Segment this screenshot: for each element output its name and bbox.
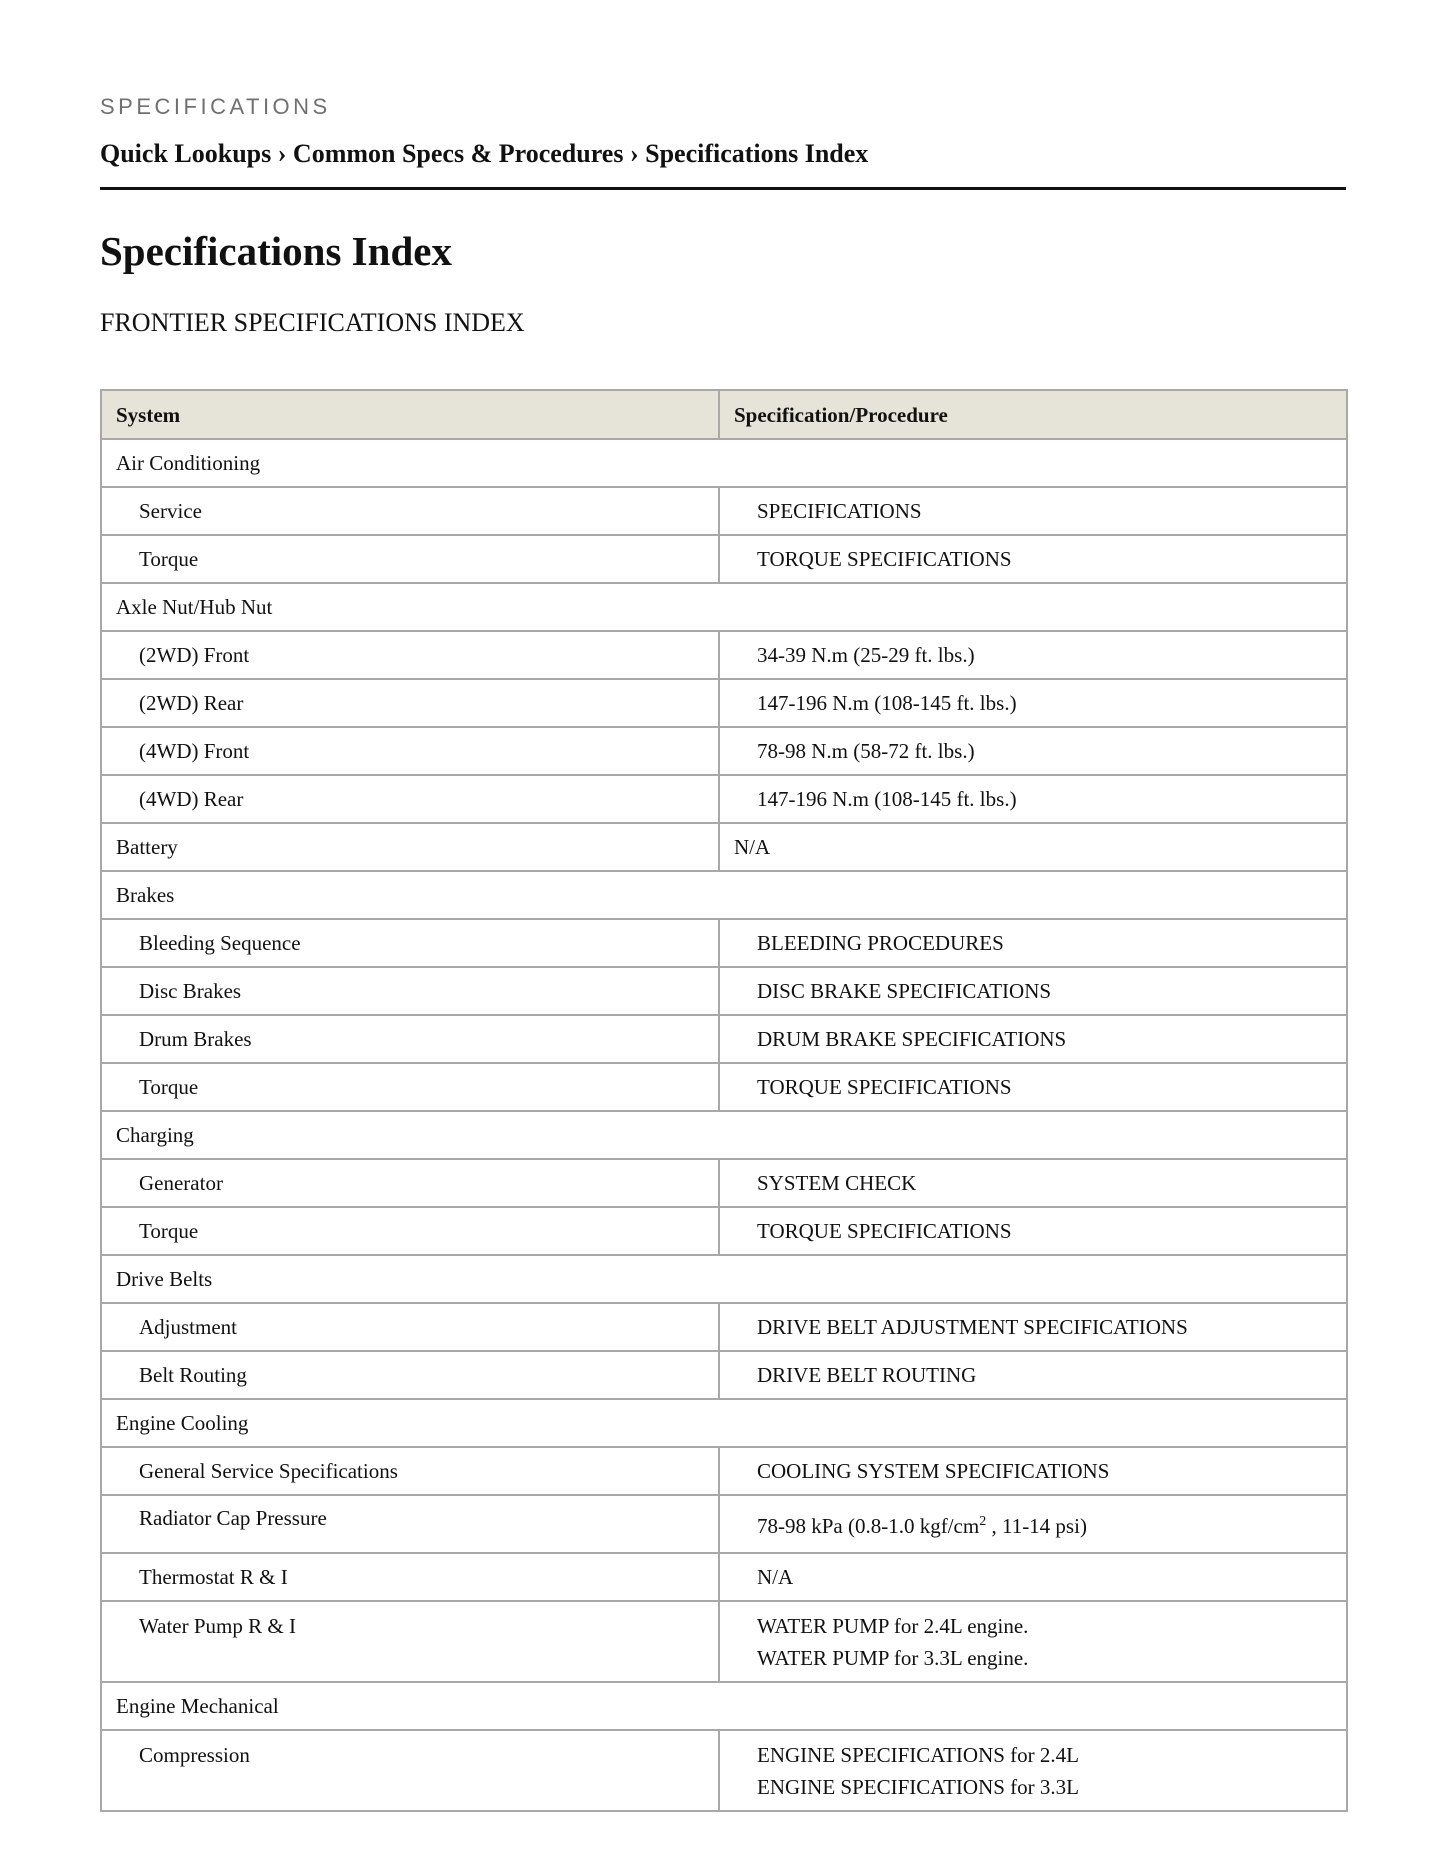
spec-link[interactable]: SPECIFICATIONS [719,487,1347,535]
section-label: SPECIFICATIONS [100,94,331,119]
table-row [101,1015,1347,1063]
table-header-row [101,390,1347,439]
breadcrumb [100,138,868,170]
table-row [101,1303,1347,1351]
system-cell: Torque [101,1063,719,1111]
spec-value: 34-39 N.m (25-29 ft. lbs.) [719,631,1347,679]
header-divider [100,187,1346,190]
group-label: Air Conditioning [101,439,1347,487]
spec-value-text: 78-98 kPa (0.8-1.0 kgf/cm [757,1514,980,1538]
table-row [101,1601,1347,1682]
table-row [101,1447,1347,1495]
system-cell: Disc Brakes [101,967,719,1015]
system-cell: Generator [101,1159,719,1207]
spec-link[interactable]: COOLING SYSTEM SPECIFICATIONS [719,1447,1347,1495]
column-header-specification: Specification/Procedure [719,390,1347,439]
group-label: Axle Nut/Hub Nut [101,583,1347,631]
spec-value [719,1495,1347,1553]
spec-link[interactable]: DISC BRAKE SPECIFICATIONS [719,967,1347,1015]
breadcrumb-item-current: Specifications Index [645,139,869,168]
system-cell: Torque [101,535,719,583]
system-cell: (4WD) Rear [101,775,719,823]
spec-link[interactable]: ENGINE SPECIFICATIONS for 3.3L [757,1775,1079,1799]
table-group-row [101,1682,1347,1730]
page-subtitle: FRONTIER SPECIFICATIONS INDEX [100,308,525,337]
spec-link[interactable]: WATER PUMP for 3.3L engine. [757,1646,1029,1670]
system-cell: Bleeding Sequence [101,919,719,967]
superscript: 2 [979,1514,987,1529]
breadcrumb-separator: › [277,139,287,168]
table-group-row [101,1399,1347,1447]
spec-link[interactable]: TORQUE SPECIFICATIONS [719,1063,1347,1111]
breadcrumb-item-quick-lookups[interactable]: Quick Lookups [100,139,272,168]
table-row [101,919,1347,967]
system-cell: (2WD) Front [101,631,719,679]
table-row [101,679,1347,727]
table-row [101,1063,1347,1111]
spec-links [719,1601,1347,1682]
spec-value: N/A [719,1553,1347,1601]
column-header-system: System [101,390,719,439]
system-cell: Radiator Cap Pressure [101,1495,719,1553]
table-group-row [101,583,1347,631]
spec-link[interactable]: SYSTEM CHECK [719,1159,1347,1207]
spec-link[interactable]: BLEEDING PROCEDURES [719,919,1347,967]
specifications-table [100,389,1348,1812]
table-row [101,1207,1347,1255]
system-cell: General Service Specifications [101,1447,719,1495]
table-row [101,1730,1347,1811]
table-row [101,487,1347,535]
table-row [101,1351,1347,1399]
group-label: Charging [101,1111,1347,1159]
table-row [101,1553,1347,1601]
system-cell: Adjustment [101,1303,719,1351]
table-row [101,1159,1347,1207]
system-cell: Drum Brakes [101,1015,719,1063]
system-cell: (2WD) Rear [101,679,719,727]
breadcrumb-item-common-specs[interactable]: Common Specs & Procedures [292,139,624,168]
spec-link[interactable]: DRIVE BELT ADJUSTMENT SPECIFICATIONS [719,1303,1347,1351]
spec-value-text: , 11-14 psi) [986,1514,1087,1538]
table-row [101,967,1347,1015]
system-cell: Torque [101,1207,719,1255]
group-label: Engine Mechanical [101,1682,1347,1730]
spec-link[interactable]: WATER PUMP for 2.4L engine. [757,1614,1029,1638]
page-title: Specifications Index [100,228,452,274]
spec-value: 147-196 N.m (108-145 ft. lbs.) [719,775,1347,823]
table-group-row [101,1111,1347,1159]
table-group-row [101,1255,1347,1303]
system-cell: Belt Routing [101,1351,719,1399]
group-label: Engine Cooling [101,1399,1347,1447]
spec-link[interactable]: TORQUE SPECIFICATIONS [719,1207,1347,1255]
table-group-row [101,439,1347,487]
table-row [101,631,1347,679]
table-group-row [101,871,1347,919]
spec-link[interactable]: ENGINE SPECIFICATIONS for 2.4L [757,1743,1079,1767]
table-row [101,775,1347,823]
spec-value: N/A [719,823,1347,871]
table-row [101,823,1347,871]
spec-value: 147-196 N.m (108-145 ft. lbs.) [719,679,1347,727]
spec-link[interactable]: TORQUE SPECIFICATIONS [719,535,1347,583]
system-cell: (4WD) Front [101,727,719,775]
system-cell: Water Pump R & I [101,1601,719,1682]
system-cell: Service [101,487,719,535]
system-cell: Battery [101,823,719,871]
table-row [101,1495,1347,1553]
spec-value: 78-98 N.m (58-72 ft. lbs.) [719,727,1347,775]
system-cell: Compression [101,1730,719,1811]
spec-links [719,1730,1347,1811]
system-cell: Thermostat R & I [101,1553,719,1601]
group-label: Brakes [101,871,1347,919]
spec-link[interactable]: DRUM BRAKE SPECIFICATIONS [719,1015,1347,1063]
spec-link[interactable]: DRIVE BELT ROUTING [719,1351,1347,1399]
table-row [101,535,1347,583]
group-label: Drive Belts [101,1255,1347,1303]
breadcrumb-separator: › [629,139,639,168]
table-row [101,727,1347,775]
